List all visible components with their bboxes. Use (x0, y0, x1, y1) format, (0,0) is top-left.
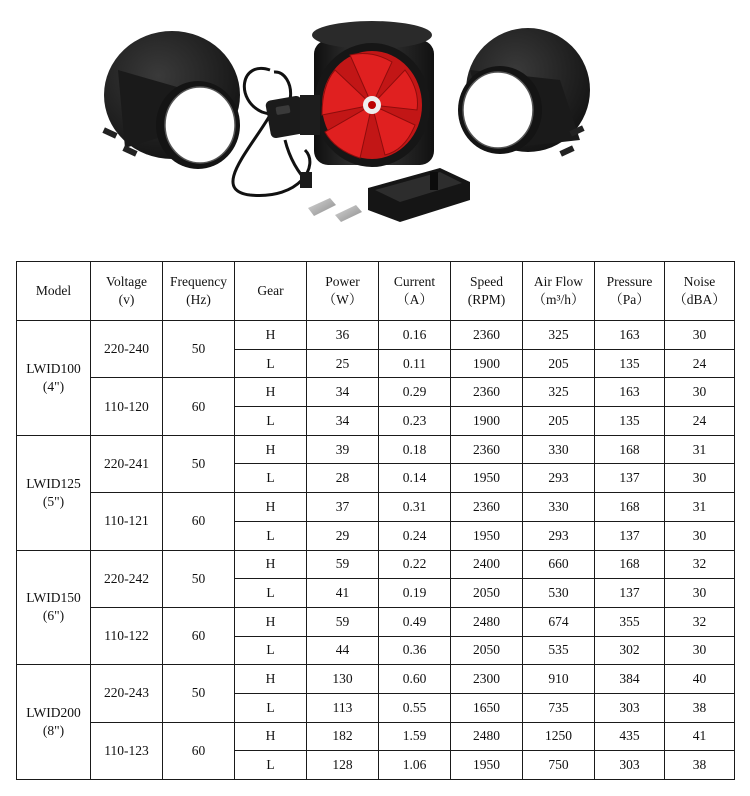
table-row (17, 378, 735, 407)
mounting-bracket (368, 168, 470, 222)
column-header-label: Model (35, 283, 72, 298)
gear-cell: L (235, 751, 307, 780)
model-name: LWID100 (26, 360, 81, 376)
model-cell (17, 435, 91, 550)
voltage-cell: 110-122 (91, 607, 163, 664)
header-row (17, 262, 735, 321)
spec-table (16, 261, 735, 780)
model-size: (8") (42, 723, 65, 739)
column-header (235, 262, 307, 321)
gear-cell: L (235, 349, 307, 378)
noise-cell: 30 (665, 521, 735, 550)
table-row (17, 607, 735, 636)
power-cell: 36 (307, 321, 379, 350)
power-cell: 130 (307, 665, 379, 694)
speed-cell: 2480 (451, 607, 523, 636)
gear-cell: H (235, 321, 307, 350)
voltage-cell: 220-242 (91, 550, 163, 607)
airflow-cell: 530 (523, 579, 595, 608)
model-size: (5") (42, 493, 65, 509)
pressure-cell: 137 (595, 521, 665, 550)
speed-cell: 1950 (451, 521, 523, 550)
noise-cell: 30 (665, 321, 735, 350)
airflow-cell: 910 (523, 665, 595, 694)
column-header (595, 262, 665, 321)
column-header-unit: (RPM) (467, 292, 506, 307)
power-cell: 34 (307, 407, 379, 436)
speed-cell: 1650 (451, 693, 523, 722)
noise-cell: 30 (665, 579, 735, 608)
power-cell: 182 (307, 722, 379, 751)
noise-cell: 38 (665, 751, 735, 780)
column-header (307, 262, 379, 321)
current-cell: 0.16 (379, 321, 451, 350)
gear-cell: H (235, 378, 307, 407)
noise-cell: 24 (665, 407, 735, 436)
power-cell: 44 (307, 636, 379, 665)
table-row (17, 435, 735, 464)
noise-cell: 30 (665, 464, 735, 493)
product-photo (0, 0, 750, 255)
pressure-cell: 303 (595, 751, 665, 780)
model-cell (17, 550, 91, 665)
noise-cell: 30 (665, 636, 735, 665)
power-cell: 34 (307, 378, 379, 407)
gear-cell: H (235, 493, 307, 522)
current-cell: 0.23 (379, 407, 451, 436)
current-cell: 0.55 (379, 693, 451, 722)
airflow-cell: 674 (523, 607, 595, 636)
gear-cell: H (235, 435, 307, 464)
pressure-cell: 168 (595, 493, 665, 522)
power-cell: 25 (307, 349, 379, 378)
model-size: (4") (42, 378, 65, 394)
pressure-cell: 302 (595, 636, 665, 665)
column-header-label: Voltage (106, 274, 147, 289)
pressure-cell: 137 (595, 464, 665, 493)
voltage-cell: 220-243 (91, 665, 163, 722)
power-cell: 41 (307, 579, 379, 608)
power-cell: 37 (307, 493, 379, 522)
current-cell: 0.18 (379, 435, 451, 464)
airflow-cell: 205 (523, 407, 595, 436)
speed-cell: 2050 (451, 636, 523, 665)
column-header (17, 262, 91, 321)
gear-cell: L (235, 636, 307, 665)
column-header (451, 262, 523, 321)
voltage-cell: 110-121 (91, 493, 163, 550)
column-header-label: Pressure (606, 274, 653, 289)
current-cell: 1.59 (379, 722, 451, 751)
current-cell: 0.24 (379, 521, 451, 550)
column-header-label: Frequency (170, 274, 227, 289)
column-header-label: Current (393, 274, 436, 289)
metal-clips (308, 198, 362, 222)
model-name: LWID125 (26, 475, 81, 491)
airflow-cell: 293 (523, 521, 595, 550)
pressure-cell: 163 (595, 378, 665, 407)
pressure-cell: 163 (595, 321, 665, 350)
speed-cell: 2360 (451, 493, 523, 522)
column-header-label: Power (325, 274, 360, 289)
power-cell: 128 (307, 751, 379, 780)
column-header (163, 262, 235, 321)
column-header (91, 262, 163, 321)
pressure-cell: 168 (595, 435, 665, 464)
frequency-cell: 50 (163, 435, 235, 492)
column-header-unit: （dBA） (673, 292, 726, 307)
airflow-cell: 735 (523, 693, 595, 722)
column-header-unit: (Hz) (186, 292, 211, 307)
frequency-cell: 60 (163, 722, 235, 779)
airflow-cell: 535 (523, 636, 595, 665)
speed-cell: 1950 (451, 751, 523, 780)
noise-cell: 30 (665, 378, 735, 407)
table-row (17, 665, 735, 694)
current-cell: 0.11 (379, 349, 451, 378)
gear-cell: H (235, 607, 307, 636)
current-cell: 0.29 (379, 378, 451, 407)
airflow-cell: 660 (523, 550, 595, 579)
left-duct-flange (102, 31, 240, 169)
frequency-cell: 60 (163, 493, 235, 550)
model-name: LWID200 (26, 705, 81, 721)
voltage-cell: 110-120 (91, 378, 163, 435)
gear-cell: H (235, 665, 307, 694)
noise-cell: 40 (665, 665, 735, 694)
table-body (17, 321, 735, 780)
frequency-cell: 60 (163, 607, 235, 664)
frequency-cell: 50 (163, 550, 235, 607)
frequency-cell: 50 (163, 321, 235, 378)
frequency-cell: 50 (163, 665, 235, 722)
current-cell: 0.36 (379, 636, 451, 665)
pressure-cell: 303 (595, 693, 665, 722)
noise-cell: 31 (665, 435, 735, 464)
airflow-cell: 325 (523, 321, 595, 350)
current-cell: 0.60 (379, 665, 451, 694)
column-header-label: Speed (470, 274, 503, 289)
noise-cell: 24 (665, 349, 735, 378)
table-row (17, 321, 735, 350)
speed-cell: 1950 (451, 464, 523, 493)
speed-cell: 2050 (451, 579, 523, 608)
pressure-cell: 135 (595, 407, 665, 436)
gear-cell: H (235, 550, 307, 579)
speed-cell: 2360 (451, 435, 523, 464)
column-header-unit: （m³/h） (532, 292, 585, 307)
column-header-label: Gear (257, 283, 284, 298)
speed-cell: 2400 (451, 550, 523, 579)
noise-cell: 31 (665, 493, 735, 522)
current-cell: 1.06 (379, 751, 451, 780)
current-cell: 0.31 (379, 493, 451, 522)
airflow-cell: 330 (523, 493, 595, 522)
power-cell: 29 (307, 521, 379, 550)
column-header (379, 262, 451, 321)
noise-cell: 38 (665, 693, 735, 722)
inline-fan (300, 21, 434, 167)
table-row (17, 722, 735, 751)
column-header (665, 262, 735, 321)
speed-cell: 2360 (451, 321, 523, 350)
speed-cell: 2300 (451, 665, 523, 694)
noise-cell: 32 (665, 550, 735, 579)
model-size: (6") (42, 608, 65, 624)
airflow-cell: 325 (523, 378, 595, 407)
power-cell: 39 (307, 435, 379, 464)
pressure-cell: 355 (595, 607, 665, 636)
column-header-label: Air Flow (533, 274, 584, 289)
model-cell (17, 321, 91, 436)
pressure-cell: 435 (595, 722, 665, 751)
column-header-unit: （Pa） (609, 292, 650, 307)
gear-cell: L (235, 579, 307, 608)
column-header-unit: (v) (118, 292, 135, 307)
model-name: LWID150 (26, 590, 81, 606)
column-header-label: Noise (683, 274, 716, 289)
current-cell: 0.22 (379, 550, 451, 579)
column-header (523, 262, 595, 321)
airflow-cell: 205 (523, 349, 595, 378)
gear-cell: L (235, 693, 307, 722)
voltage-cell: 110-123 (91, 722, 163, 779)
airflow-cell: 1250 (523, 722, 595, 751)
power-cell: 59 (307, 607, 379, 636)
voltage-cell: 220-241 (91, 435, 163, 492)
table-row (17, 493, 735, 522)
pressure-cell: 137 (595, 579, 665, 608)
pressure-cell: 384 (595, 665, 665, 694)
column-header-unit: （A） (396, 292, 433, 307)
table-row (17, 550, 735, 579)
current-cell: 0.19 (379, 579, 451, 608)
current-cell: 0.49 (379, 607, 451, 636)
frequency-cell: 60 (163, 378, 235, 435)
current-cell: 0.14 (379, 464, 451, 493)
gear-cell: L (235, 407, 307, 436)
gear-cell: L (235, 464, 307, 493)
speed-cell: 2360 (451, 378, 523, 407)
airflow-cell: 330 (523, 435, 595, 464)
speed-cell: 1900 (451, 407, 523, 436)
right-duct-flange (458, 28, 590, 157)
power-cell: 59 (307, 550, 379, 579)
gear-cell: H (235, 722, 307, 751)
airflow-cell: 750 (523, 751, 595, 780)
airflow-cell: 293 (523, 464, 595, 493)
speed-cell: 2480 (451, 722, 523, 751)
gear-cell: L (235, 521, 307, 550)
power-cell: 113 (307, 693, 379, 722)
power-cell: 28 (307, 464, 379, 493)
noise-cell: 41 (665, 722, 735, 751)
pressure-cell: 135 (595, 349, 665, 378)
model-cell (17, 665, 91, 780)
voltage-cell: 220-240 (91, 321, 163, 378)
noise-cell: 32 (665, 607, 735, 636)
column-header-unit: （W） (322, 292, 363, 307)
pressure-cell: 168 (595, 550, 665, 579)
speed-cell: 1900 (451, 349, 523, 378)
